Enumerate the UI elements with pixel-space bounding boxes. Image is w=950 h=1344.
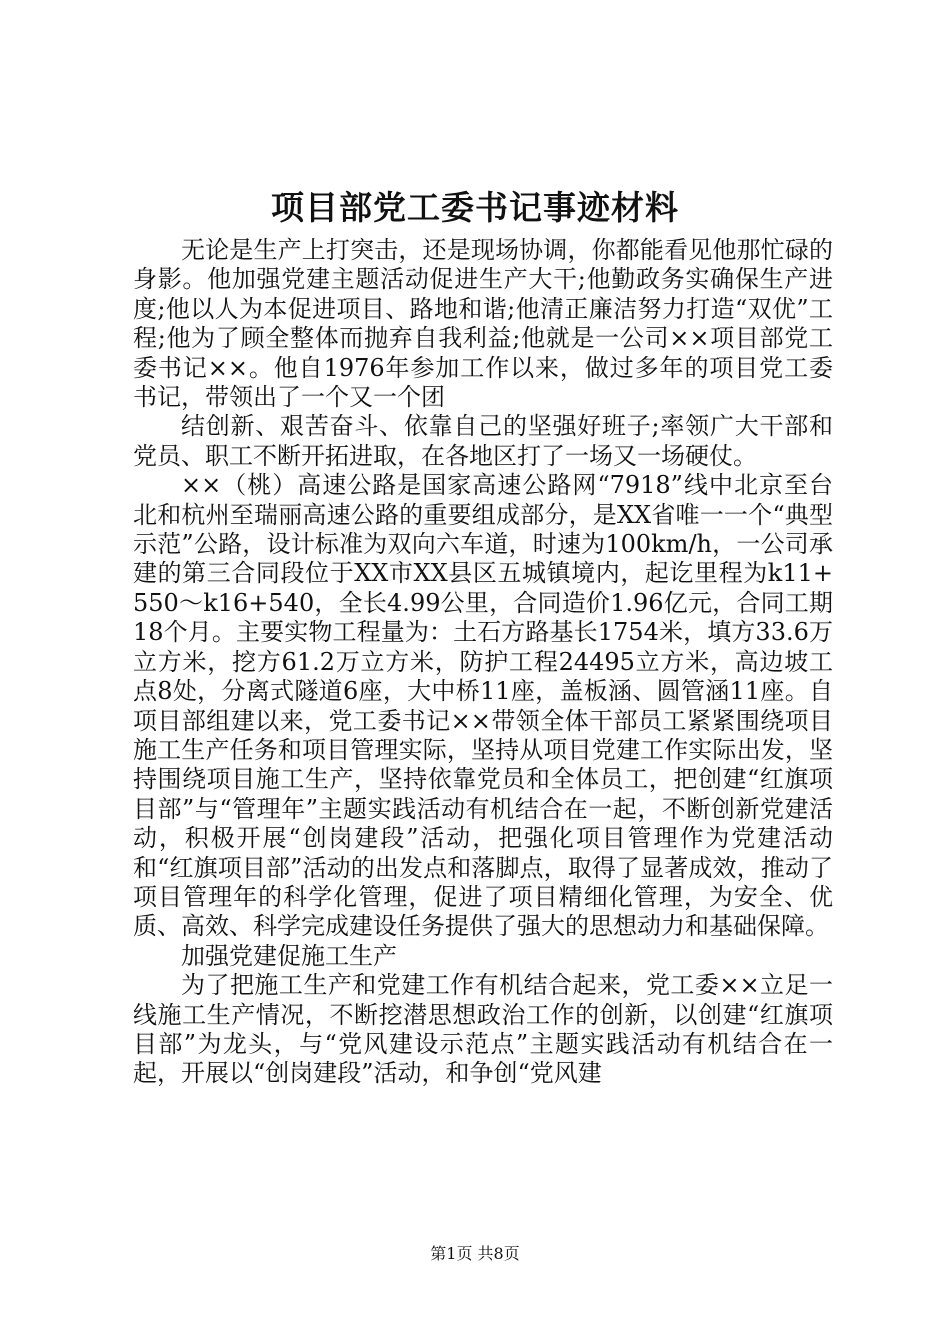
document-title: 项目部党工委书记事迹材料 [271,188,679,227]
paragraph-intro: 无论是生产上打突击，还是现场协调，你都能看见他那忙碌的身影。他加强党建主题活动促进生产大干;他勤政务实确保生产进度;他以人为本促进项目、路地和谐;他清正廉洁努力打造“双优”工程;他为了顾全整体而抛弃自我利益;他就是一公司××项目部党工委书记××。他自1976年参加工作以来，做过多年的项目党工委书记，带领出了一个又一个团 [133,236,833,412]
paragraph-project-overview: ××（桃）高速公路是国家高速公路网“7918”线中北京至台北和杭州至瑞丽高速公路的重要组成部分，是XX省唯一一个“典型示范”公路，设计标准为双向六车道，时速为100km/h，一公司承建的第三合同段位于XX市XX县区五城镇境内，起讫里程为k11+550～k16+540，全长4.99公里，合同造价1.96亿元，合同工期18个月。主要实物工程量为：土石方路基长1754米，填方33.6万立方米，挖方61.2万立方米，防护工程24495立方米，高边坡工点8处，分离式隧道6座，大中桥11座，盖板涵、圆管涵11座。自项目部组建以来，党工委书记××带领全体干部员工紧紧围绕项目施工生产任务和项目管理实际，坚持从项目党建工作实际出发，坚持围绕项目施工生产，坚持依靠党员和全体员工，把创建“红旗项目部”与“管理年”主题实践活动有机结合在一起，不断创新党建活动，积极开展“创岗建段”活动，把强化项目管理作为党建活动和“红旗项目部”活动的出发点和落脚点，取得了显著成效，推动了项目管理年的科学化管理，促进了项目精细化管理，为安全、优质、高效、科学完成建设任务提供了强大的思想动力和基础保障。 [133,471,833,941]
section-heading: 加强党建促施工生产 [181,941,397,970]
paragraph-party-building: 为了把施工生产和党建工作有机结合起来，党工委××立足一线施工生产情况，不断挖潜思想政治工作的创新，以创建“红旗项目部”为龙头，与“党风建设示范点”主题实践活动有机结合在一起，开展以“创岗建段”活动，和争创“党风建 [133,971,833,1088]
document-body [133,236,833,1089]
paragraph-team: 结创新、艰苦奋斗、依靠自己的坚强好班子;率领广大干部和党员、职工不断开拓进取，在各地区打了一场又一场硬仗。 [133,412,833,470]
page-footer: 第1页 共8页 [430,1244,520,1263]
